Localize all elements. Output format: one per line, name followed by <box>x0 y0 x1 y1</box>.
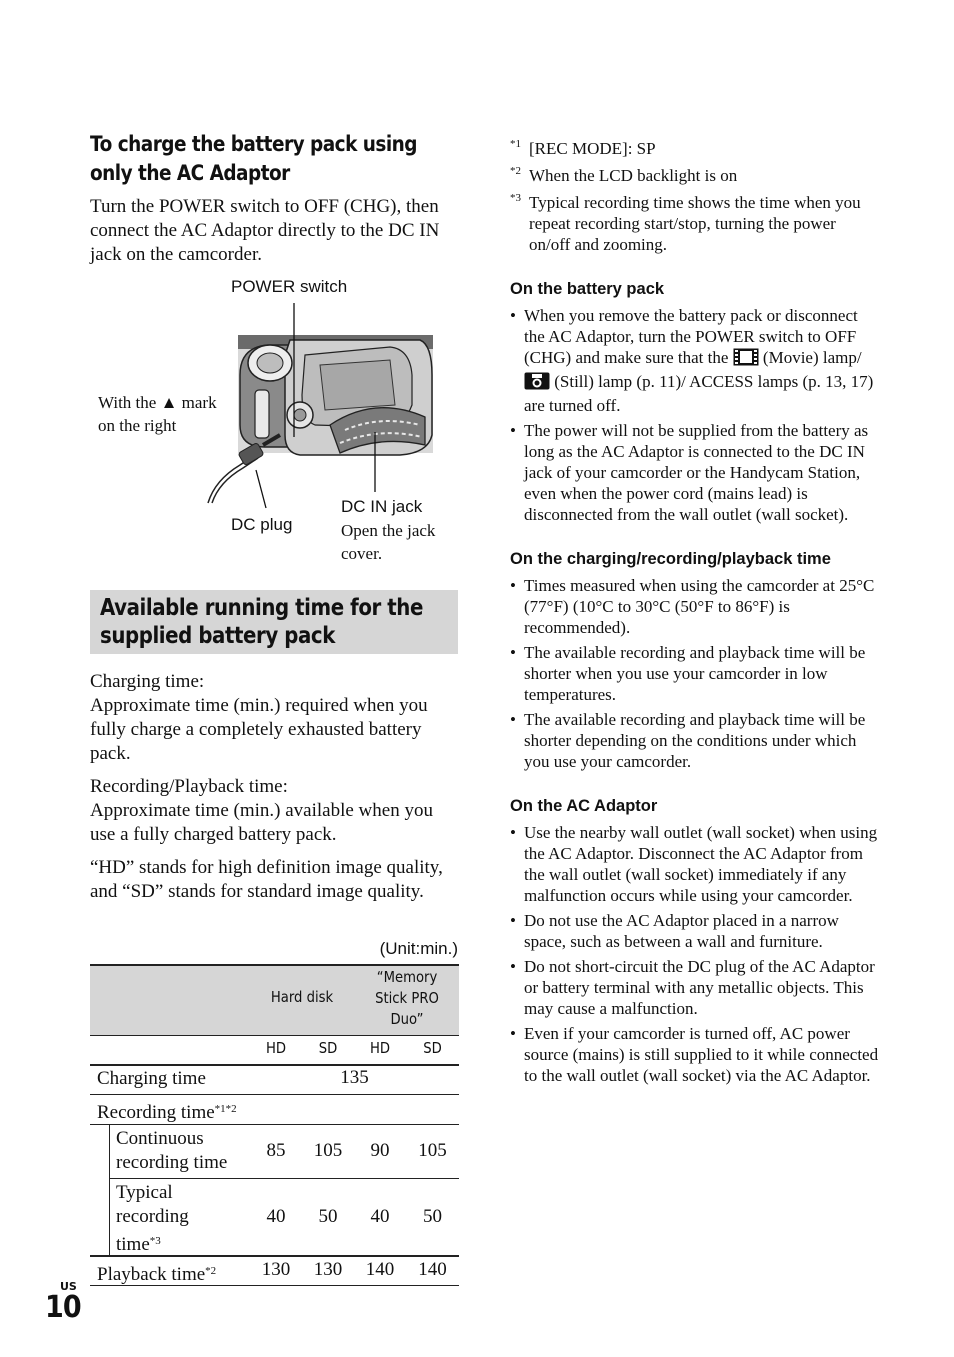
row-charging-value: 135 <box>340 1067 369 1088</box>
page-number-value: 10 <box>45 1290 81 1325</box>
group-hard-disk: Hard disk <box>270 988 334 1006</box>
charge-heading: To charge the battery pack using only the AC Adaptor <box>90 132 417 185</box>
right-column <box>510 138 880 1090</box>
mark-label-line1: With the ▲ mark <box>98 393 217 412</box>
list-item: • The power will not be supplied from the battery as long as the AC Adaptor is connected to the DC IN jack of your camcorder or the Handycam Station, even when the power cord (mains lead) is disconnected from the wall outlet (wall socket). <box>510 420 880 525</box>
list-item: • The available recording and playback time will be shorter when you use your camcorder in low temperatures. <box>510 642 880 705</box>
dc-plug-label: DC plug <box>231 515 293 534</box>
left-column <box>90 130 458 276</box>
playback-hd-ms: 140 <box>365 1259 395 1280</box>
list-item: • Even if your camcorder is turned off, AC power source (mains) is still supplied to it while connected to the wall outlet (wall socket) via the AC Adaptor. <box>510 1023 880 1086</box>
col-sd-1: SD <box>318 1039 338 1057</box>
playback-hd-hdd: 130 <box>261 1259 291 1280</box>
continuous-sd-hdd: 105 <box>313 1140 343 1161</box>
recording-time-text: Approximate time (min.) available when you use a fully charged battery pack. <box>90 800 433 845</box>
col-hd-1: HD <box>265 1039 287 1057</box>
power-switch-label: POWER switch <box>231 277 348 296</box>
list-item: • Do not short-circuit the DC plug of the AC Adaptor or battery terminal with any metallic objects. This may cause a malfunction. <box>510 956 880 1019</box>
charging-heading: On the charging/recording/playback time <box>510 550 831 568</box>
charging-time-label: Charging time: <box>90 671 205 692</box>
list-item: • Use the nearby wall outlet (wall socket) when using the AC Adaptor. Disconnect the AC Adaptor from the wall outlet (wall socket) immediately if any malfunction occurs while using your camcorder. <box>510 822 880 906</box>
battery-list <box>510 305 880 525</box>
running-time-description <box>90 670 462 913</box>
hd-sd-explanation: “HD” stands for high definition image quality, and “SD” stands for standard image quality. <box>90 857 443 902</box>
typical-sd-ms: 50 <box>423 1206 442 1227</box>
row-typical-label: Typical recording time$^{*3}$ <box>116 1182 189 1255</box>
col-hd-2: HD <box>369 1039 391 1057</box>
adaptor-heading: On the AC Adaptor <box>510 797 658 815</box>
list-item: • The available recording and playback time will be shorter depending on the conditions under which you use your camcorder. <box>510 709 880 772</box>
typical-hd-ms: 40 <box>370 1206 390 1227</box>
charging-time-text: Approximate time (min.) required when you fully charge a completely exhausted battery pack. <box>90 695 428 764</box>
row-continuous-label: Continuous recording time <box>116 1128 228 1173</box>
adaptor-list <box>510 822 880 1086</box>
section-header <box>90 590 458 654</box>
recording-time-label: Recording/Playback time: <box>90 776 288 797</box>
movie-film-icon <box>733 348 759 371</box>
camcorder-figure <box>90 275 460 570</box>
mark-label-line2: on the right <box>98 416 177 435</box>
typical-sd-hdd: 50 <box>318 1206 338 1227</box>
footnote-1: *1 [REC MODE]: SP <box>510 138 656 158</box>
row-recording-label: Recording time$^{*1*2}$ <box>97 1102 237 1123</box>
list-item: • Times measured when using the camcorder at 25°C (77°F) (10°C to 30°C (50°F to 86°F) is recommended). <box>510 575 880 638</box>
open-cover-line2: cover. <box>341 544 383 563</box>
footnote-3: *3 Typical recording time shows the time when you repeat recording start/stop, turning the power on/off and zooming. <box>510 192 861 254</box>
battery-heading: On the battery pack <box>510 280 665 298</box>
open-cover-line1: Open the jack <box>341 521 436 540</box>
row-playback-label: Playback time$^{*2}$ <box>97 1264 217 1285</box>
playback-sd-ms: 140 <box>418 1259 447 1280</box>
col-sd-2: SD <box>423 1039 442 1057</box>
charge-intro: Turn the POWER switch to OFF (CHG), then connect the AC Adaptor directly to the DC IN jack on the camcorder. <box>90 196 440 265</box>
row-charging-label: Charging time <box>97 1068 206 1089</box>
camera-icon <box>524 372 550 395</box>
region-code: US <box>60 1280 77 1293</box>
typical-hd-hdd: 40 <box>266 1206 286 1227</box>
continuous-hd-ms: 90 <box>370 1140 390 1161</box>
continuous-hd-hdd: 85 <box>266 1140 286 1161</box>
playback-sd-hdd: 130 <box>313 1259 343 1280</box>
dc-in-jack-label: DC IN jack <box>341 497 423 516</box>
list-item: • Do not use the AC Adaptor placed in a narrow space, such as between a wall and furniture. <box>510 910 880 952</box>
charging-list <box>510 575 880 772</box>
list-item: • When you remove the battery pack or disconnect the AC Adaptor, turn the POWER switch to OFF (CHG) and make sure that the (Movie) lamp/ (Still) lamp (p. 11)/ ACCESS lamps (p. 13, 17) are turned off. <box>510 305 880 416</box>
continuous-sd-ms: 105 <box>418 1140 447 1161</box>
footnote-2: *2 When the LCD backlight is on <box>510 165 738 185</box>
section-title: Available running time for the supplied battery pack <box>100 595 423 649</box>
group-memory-stick: “Memory Stick PRO Duo” <box>375 968 439 1028</box>
unit-label: (Unit:min.) <box>379 939 458 958</box>
